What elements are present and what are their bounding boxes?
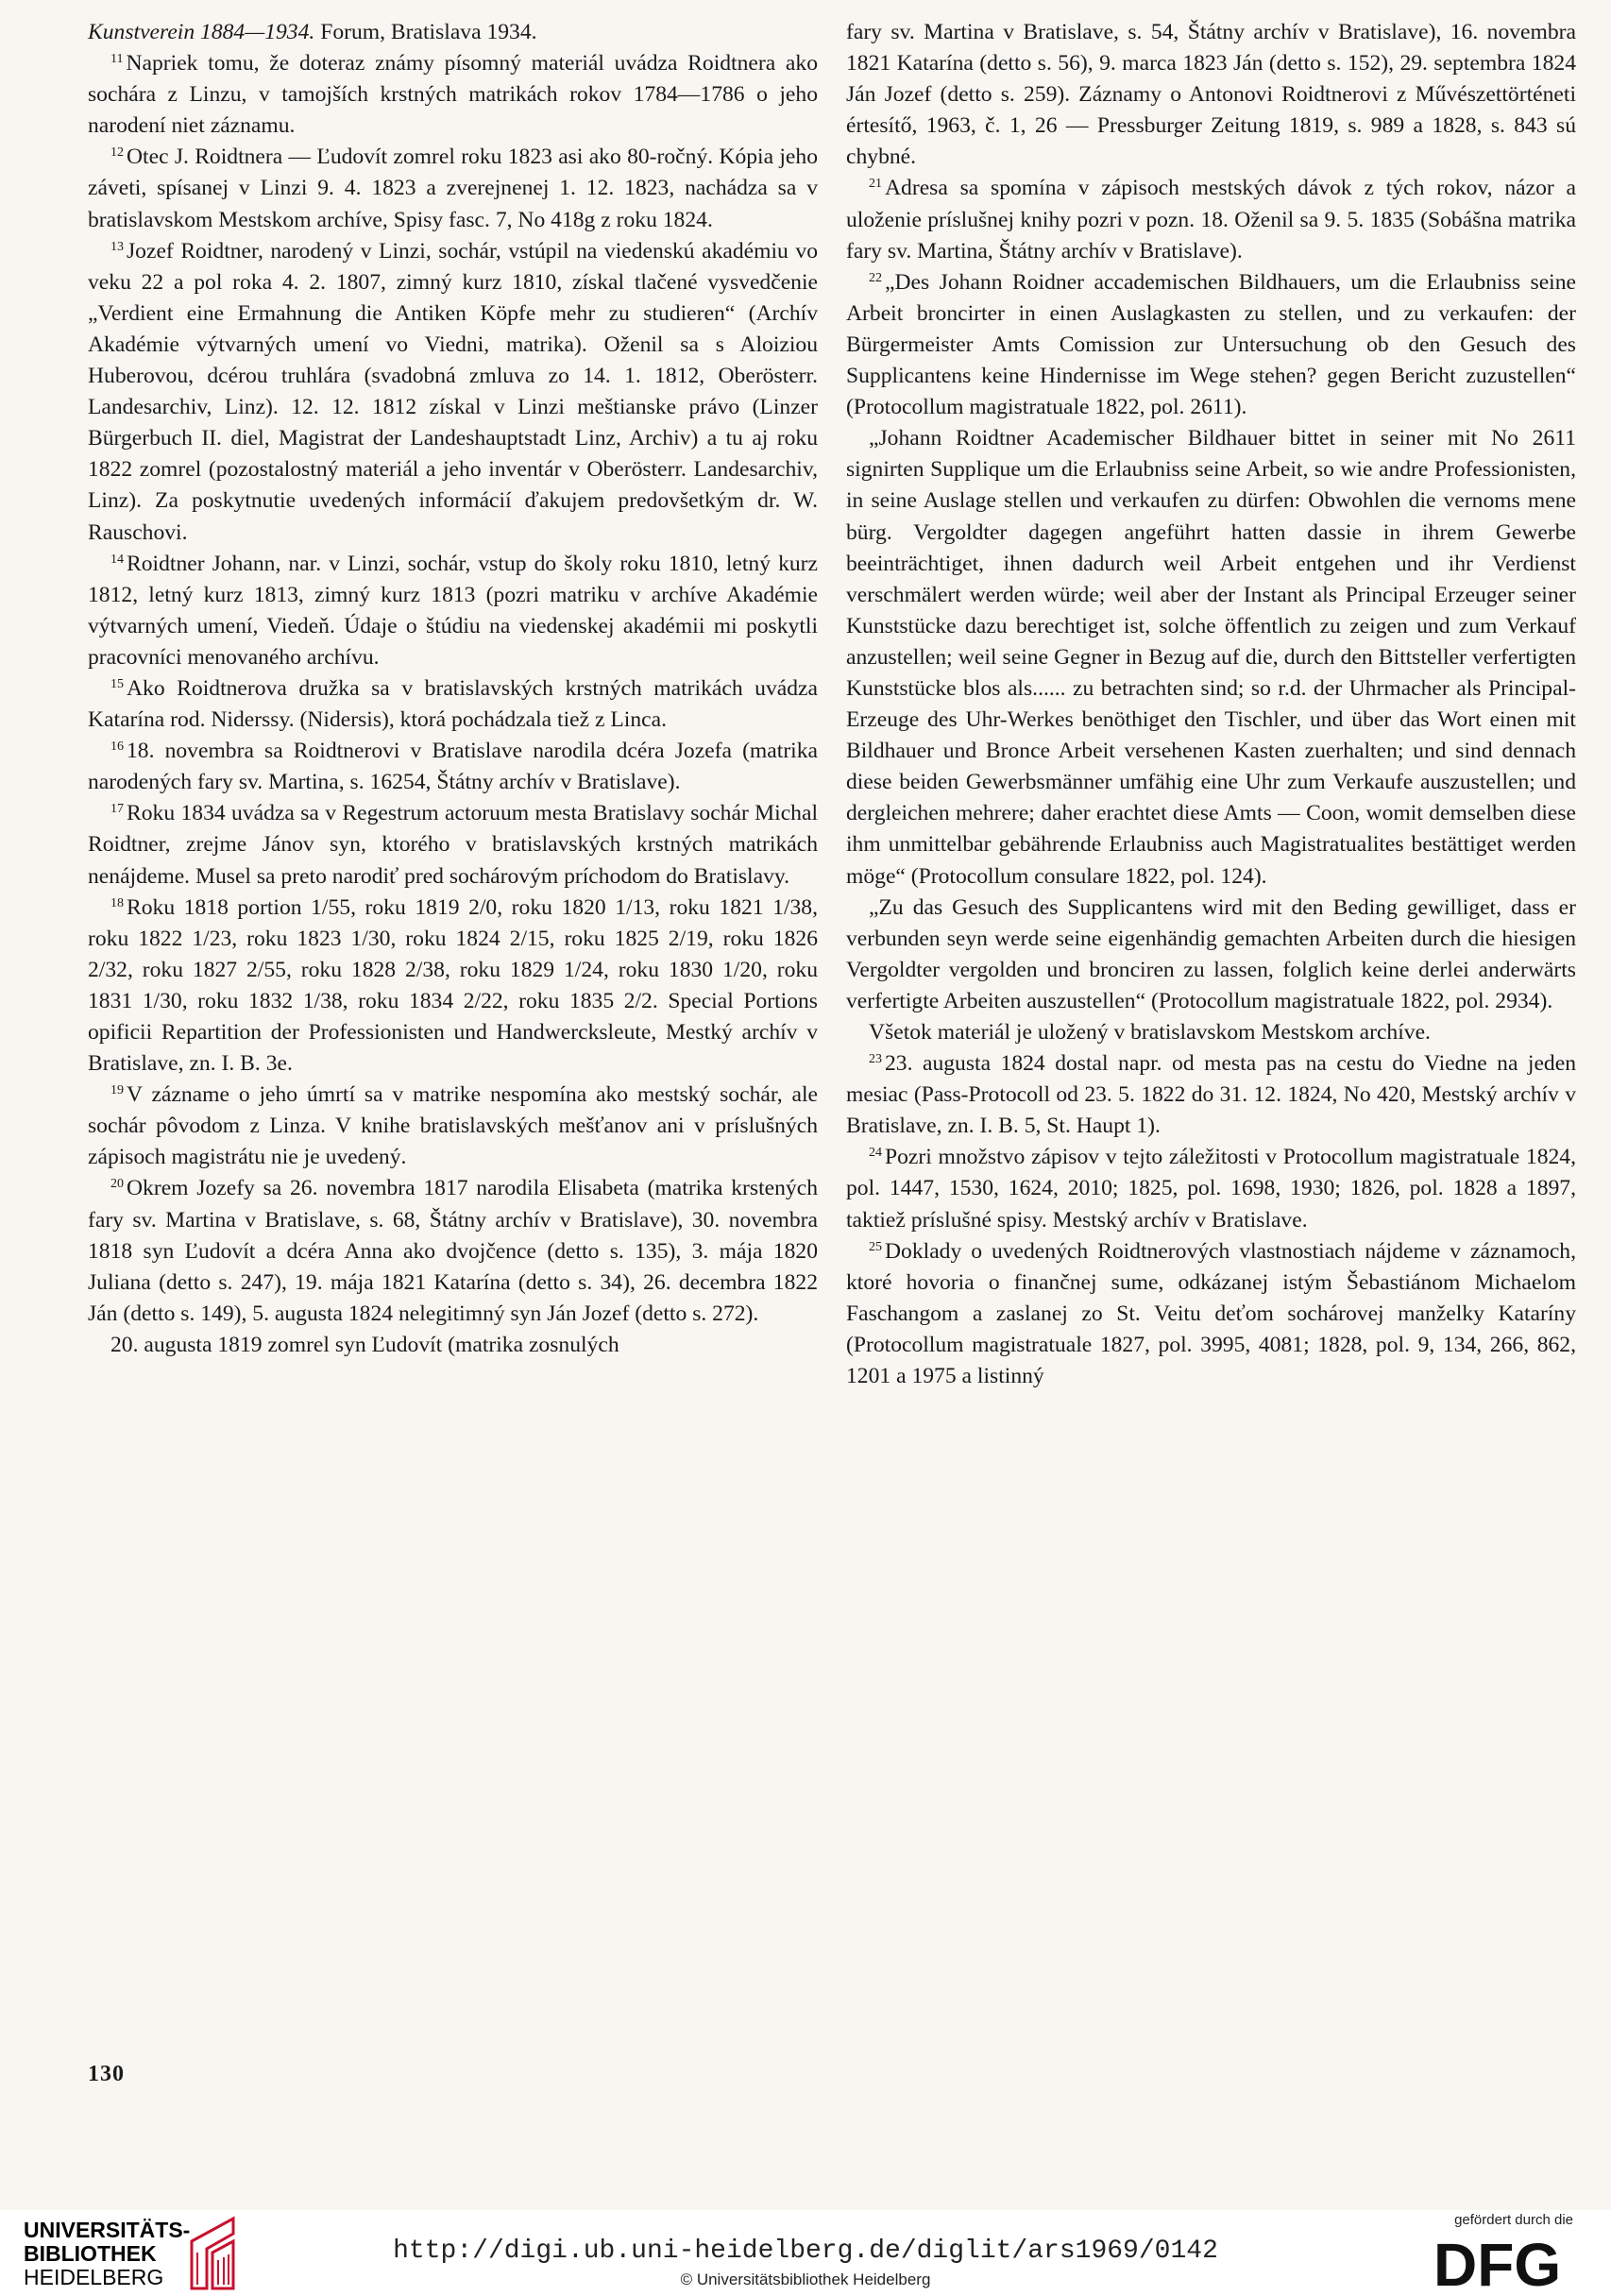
footnote-number: 15 (110, 676, 124, 691)
footnote-paragraph (88, 549, 818, 673)
footnote-paragraph (88, 142, 818, 235)
footnote-number: 17 (110, 802, 124, 817)
footnote-text: Roku 1834 uvádza sa v Regestrum actoruum mesta Bratislavy sochár Michal Roidtner, zrejme Jánov syn, ktorého v bratislavských krstných matrikách nenájdeme. Musel sa preto narodiť pred sochárovým príchodom do Bratislavy. (88, 801, 818, 889)
footnote-number: 18 (110, 895, 124, 910)
library-name-line3: HEIDELBERG (24, 2265, 164, 2289)
footnote-number: 11 (110, 52, 124, 67)
footnote-number: 16 (110, 740, 124, 755)
footnote-paragraph (846, 1048, 1576, 1142)
footnote-paragraph (846, 17, 1576, 173)
footnote-paragraph (88, 1080, 818, 1173)
dfg-logo-text: DFG (1433, 2233, 1562, 2291)
footnote-text: „Zu das Gesuch des Supplicantens wird mit den Beding gewilliget, dass er verbunden seyn werde seine eigenhändig gemachten Arbeiten durch die hiesigen Vergoldter vergolden und bronciren zu lassen, folglich keine derlei anderwärts verfertigte Arbeiten auszustellen“ (Protocollum magistratuale 1822, pol. 2934). (846, 894, 1576, 1013)
footnote-text: V zázname o jeho úmrtí sa v matrike nespomína ako mestský sochár, ale sochár pôvodom z Linza. V knihe bratislavských mešťanov ani v príslušných zápisoch magistrátu nie je uvedený. (88, 1082, 818, 1170)
footnote-number: 19 (110, 1083, 124, 1098)
footnote-text: Pozri množstvo zápisov v tejto záležitosti v Protocollum magistratuale 1824, pol. 1447, 1530, 1624, 2010; 1825, pol. 1698, 1930; 1826, pol. 1828 a 1897, taktiež príslušné spisy. Mestský archív v Bratislave. (846, 1145, 1576, 1233)
footnote-number: 23 (869, 1052, 882, 1067)
footnote-paragraph (846, 423, 1576, 892)
footnote-number: 25 (869, 1239, 882, 1254)
footnote-number: 20 (110, 1177, 124, 1192)
footnote-paragraph (88, 736, 818, 798)
footnote-text: Forum, Bratislava 1934. (314, 20, 537, 44)
footnote-number: 24 (869, 1146, 882, 1161)
footnote-paragraph (88, 673, 818, 736)
footnote-text: Otec J. Roidtnera — Ľudovít zomrel roku 1823 asi ako 80-ročný. Kópia jeho záveti, spísanej v Linzi 9. 4. 1823 a zverejnenej 1. 12. 1823, nachádza sa v bratislavskom Mestskom archíve, Spisy fasc. 7, No 418g z roku 1824. (88, 145, 818, 232)
footnote-paragraph (846, 893, 1576, 1017)
footnote-paragraph (88, 1173, 818, 1329)
library-name-line2: BIBLIOTHEK (24, 2241, 157, 2266)
footnote-text: Roidtner Johann, nar. v Linzi, sochár, vstup do školy roku 1810, letný kurz 1812, letný kurz 1813, zimný kurz 1813 (pozri matriku v archíve Akadémie výtvarných umení, Viedeň. Údaje o štúdiu na viedenskej akadémii mi poskytli pracovníci menovaného archívu. (88, 551, 818, 670)
italic-title: Kunstverein 1884—1934. (88, 20, 315, 44)
footnote-paragraph (88, 893, 818, 1080)
footer-bar (0, 2210, 1611, 2296)
footnote-text: fary sv. Martina v Bratislave, s. 54, Štátny archív v Bratislave), 16. novembra 1821 Katarína (detto s. 56), 9. marca 1823 Ján (detto s. 152), 29. septembra 1824 Ján Jozef (detto s. 259). Záznamy o Antonovi Roidtnerovi z Művészettörténeti értesítő, 1963, č. 1, 26 — Pressburger Zeitung 1819, s. 989 a 1828, s. 843 sú chybné. (846, 20, 1576, 170)
footnote-paragraph (88, 1330, 818, 1361)
left-column (88, 17, 818, 1361)
footnote-paragraph (88, 798, 818, 892)
footnote-text: Jozef Roidtner, narodený v Linzi, sochár, vstúpil na viedenskú akadémiu vo veku 22 a pol roka 4. 2. 1807, zimný kurz 1810, získal tlačené vysvedčenie „Verdient eine Ermahnung die Antiken Köpfe mehr zu studieren“ (Archív Akadémie výtvarných umení vo Viedni, matrika). Oženil sa s Aloiziou Huberovou, dcérou truhlára (svadobná zmluva zo 14. 1. 1812, Oberösterr. Landesarchiv, Linz). 12. 12. 1812 získal v Linzi meštianske právo (Linzer Bürgerbuch II. diel, Magistrat der Landeshauptstadt Linz, Archiv) a tu aj roku 1822 zomrel (pozostalostný materiál a jeho inventár v Oberösterr. Landesarchiv, Linz). Za poskytnutie uvedených informácií ďakujem predovšetkým dr. W. Rauschovi. (88, 238, 818, 545)
dfg-logo[interactable] (1432, 2233, 1583, 2291)
footnote-paragraph (88, 17, 818, 48)
footnote-text: Napriek tomu, že doteraz známy písomný materiál uvádza Roidtnera ako sochára z Linzu, v tamojších krstných matrikách rokov 1784—1786 o jeho narodení niet záznamu. (88, 51, 818, 139)
funding-note: gefördert durch die (1454, 2212, 1573, 2228)
footnote-number: 21 (869, 177, 882, 192)
footnote-paragraph (846, 173, 1576, 266)
footnote-text: Okrem Jozefy sa 26. novembra 1817 narodila Elisabeta (matrika krstených fary sv. Martina v Bratislave, s. 68, Štátny archív v Bratislave), 30. novembra 1818 syn Ľudovít a dcéra Anna ako dvojčence (detto s. 135), 3. mája 1820 Juliana (detto s. 247), 19. mája 1821 Katarína (detto s. 34), 26. decembra 1822 Ján (detto s. 149), 5. augusta 1824 nelegitimný syn Ján Jozef (detto s. 272). (88, 1176, 818, 1326)
footnote-text: Všetok materiál je uložený v bratislavskom Mestskom archíve. (869, 1020, 1431, 1045)
footnote-text: Adresa sa spomína v zápisoch mestských dávok z tých rokov, názor a uloženie príslušnej knihy pozri v pozn. 18. Oženil sa 9. 5. 1835 (Sobášna matrika fary sv. Martina, Štátny archív v Bratislave). (846, 176, 1576, 264)
footnote-text: Roku 1818 portion 1/55, roku 1819 2/0, roku 1820 1/13, roku 1821 1/38, roku 1822 1/23, roku 1823 1/30, roku 1824 2/15, roku 1825 2/19, roku 1826 2/32, roku 1827 2/55, roku 1828 2/38, roku 1829 1/24, roku 1830 1/20, roku 1831 1/30, roku 1832 1/38, roku 1834 2/22, roku 1835 2/2. Special Portions opificii Repartition der Professionisten und Handwercksleute, Mestký archív v Bratislave, zn. I. B. 3e. (88, 894, 818, 1077)
document-url-link[interactable]: http://digi.ub.uni-heidelberg.de/diglit/ars1969/0142 (393, 2236, 1218, 2266)
footnote-text: „Des Johann Roidner accademischen Bildhauers, um die Erlaubniss seine Arbeit broncirter in einen Auslagkasten zu stellen, und zu verkaufen: der Bürgermeister Amts Comission zur Untersuchung ob den Gesuch des Supplicantens keine Hindernisse im Wege stehen? gegen Bericht zuzustellen“ (Protocollum magistratuale 1822, pol. 2611). (846, 269, 1576, 420)
footnote-paragraph (846, 1142, 1576, 1235)
footnote-number: 13 (110, 239, 124, 254)
footnote-text: 18. novembra sa Roidtnerovi v Bratislave narodila dcéra Jozefa (matrika narodených fary sv. Martina, s. 16254, Štátny archív v Bratislave). (88, 739, 818, 795)
footnote-number: 12 (110, 145, 124, 161)
footnote-text: 23. augusta 1824 dostal napr. od mesta pas na cestu do Viedne na jeden mesiac (Pass-Protocoll od 23. 5. 1822 do 31. 12. 1824, No 420, Mestský archív v Bratislave, zn. I. B. 5, St. Haupt 1). (846, 1051, 1576, 1139)
footnote-paragraph (846, 267, 1576, 423)
footnote-number: 14 (110, 552, 124, 567)
footnote-paragraph (846, 1236, 1576, 1392)
footnote-text: Doklady o uvedených Roidtnerových vlastnostiach nájdeme v záznamoch, ktoré hovoria o finančnej sume, odkázanej istým Šebastiánom Michaelom Faschangom a zaslanej zo St. Veitu deťom sochárovej manželky Kataríny (Protocollum magistratuale 1827, pol. 3995, 4081; 1828, pol. 9, 134, 266, 862, 1201 a 1975 a listinný (846, 1238, 1576, 1389)
footnote-text: Ako Roidtnerova družka sa v bratislavských krstných matrikách uvádza Katarína rod. Niderssy. (Nidersis), ktorá pochádzala tiež z Linca. (88, 675, 818, 733)
page-number: 130 (88, 2062, 125, 2086)
right-column (846, 17, 1576, 1392)
footnote-text: „Johann Roidtner Academischer Bildhauer bittet in seiner mit No 2611 signirten Supplique um die Erlaubniss seine Arbeit, so wie andre Professionisten, in seine Auslage stellen und verkaufen zu dürfen: Obwohlen die vernoms mene bürg. Vergoldter dagegen angeführt hatten dassie in ihrem Gewerbe beeinträchtiget, ihnen dadurch weil Arbeit entgehen und ihr Verdienst verschmälert werden würde; weil aber der Instant als Principal Erzeuger seiner Kunststücke dazu berechtiget ist, solche öffentlich zu zeigen und zum Verkauf anzustellen; weil seine Gegner in Bezug auf die, durch den Bittsteller verfertigten Kunststücke blos als...... zu betrachten sind; so r.d. der Uhrmacher als Principal-Erzeuge des Uhr-Werkes benöthiget den Tischler, und über das Wort einen mit Bildhauer und Bronce Arbeit versehenen Kasten zuerhalten; und sind dennach diese beiden Gewerbsmänner umfähig eine Uhr zum Verkaufe auszustellen; und dergleichen mehrere; daher erachtet diese Amts — Coon, womit demselben diese ihm unmittelbar gebährende Erlaubniss auch Magistratualites bestättiget werden möge“ (Protocollum consulare 1822, pol. 124). (846, 426, 1576, 889)
footnote-text: 20. augusta 1819 zomrel syn Ľudovít (matrika zosnulých (110, 1332, 619, 1357)
footnote-number: 22 (869, 270, 882, 285)
copyright-notice: © Universitätsbibliothek Heidelberg (680, 2270, 931, 2288)
footnote-paragraph (88, 48, 818, 142)
footnote-paragraph (88, 236, 818, 549)
library-name-line1: UNIVERSITÄTS- (24, 2218, 191, 2242)
footnote-paragraph (846, 1017, 1576, 1048)
